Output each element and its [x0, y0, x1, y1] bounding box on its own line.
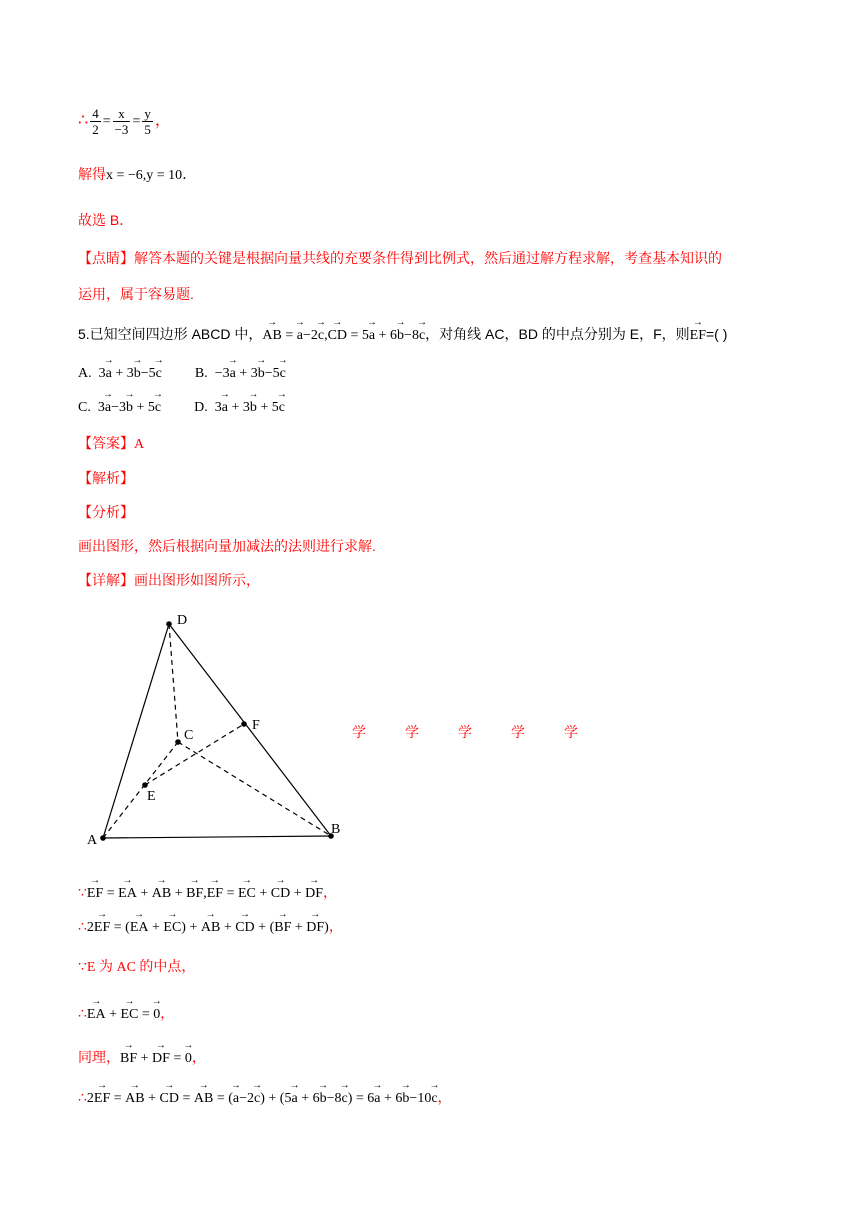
option-a[interactable]: A. 3→ a + 3→ b−5→ c [78, 366, 162, 381]
label-E: E [147, 789, 156, 804]
point-A [100, 835, 106, 841]
fraction-4-2: $\frac{4}{2}$ [92, 106, 99, 137]
step-6: ∴2→ EF = → AB + → CD = → AB = (→ a−2→ c) + (5→ a + 6→ b−8→ c) = 6→ a + 6→ b−10→ c， [78, 1087, 452, 1107]
comment-line-1: 【点睛】解答本题的关键是根据向量共线的充要条件得到比例式，然后通过解方程求解，考查基本知识的 [78, 250, 722, 266]
edge-DC [169, 624, 178, 742]
step-4: ∴→ EA + → EC = → 0， [78, 1003, 174, 1023]
proportion-equation: ∴ $\frac{4}{2}$ = $\frac{x}{-3}$ = $\frac{y}{5}$ ， [78, 106, 171, 137]
step-5: 同理，→ BF + → DF = → 0， [78, 1047, 206, 1067]
option-b[interactable]: B. −3→ a + 3→ b−5→ c [195, 366, 286, 381]
edge-AC [103, 742, 178, 838]
point-F [241, 721, 247, 727]
detail-line: 【详解】画出图形如图所示， [78, 572, 260, 588]
label-D: D [177, 613, 188, 628]
label-F: F [252, 718, 260, 733]
label-C: C [184, 728, 194, 743]
label-A: A [87, 833, 98, 848]
watermark-characters: 学 学 学 学 学 [352, 726, 578, 741]
point-E [142, 782, 148, 788]
step-3: ∵E 为 AC 的中点， [78, 960, 196, 975]
label-B: B [331, 822, 341, 837]
point-D [166, 621, 172, 627]
options-row-2 [78, 400, 285, 416]
answer-line: 【答案】A [78, 435, 145, 452]
therefore-symbol: ∴ [78, 112, 89, 130]
comment-line-2: 运用，属于容易题. [78, 286, 194, 302]
segment-EF [145, 724, 244, 785]
fenxi-text: 画出图形，然后根据向量加减法的法则进行求解. [78, 538, 376, 554]
analysis-label: 【解析】 [78, 470, 134, 486]
question-5: 5.已知空间四边形 ABCD 中，→ AB = → a−2→ c,→ CD = 5→ a + 6→ b−8→ c，对角线 AC，BD 的中点分别为 E，F，则→ EF=( ) [78, 324, 727, 344]
tetrahedron-diagram [80, 605, 360, 850]
step-2: ∴2→ EF = (→ EA + → EC) + → AB + → CD + (→ BF + → DF)， [78, 916, 343, 936]
point-C [175, 739, 181, 745]
options-row-1 [78, 366, 286, 382]
edge-CB [178, 742, 331, 836]
option-c[interactable]: C. 3→ a−3→ b + 5→ c [78, 400, 161, 415]
edge-AD [103, 624, 169, 838]
fraction-y-5: $\frac{y}{5}$ [144, 106, 151, 137]
step-1: ∵→ EF = → EA + → AB + → BF,→ EF = → EC + → CD + → DF， [78, 882, 337, 902]
option-d[interactable]: D. 3→ a + 3→ b + 5→ c [194, 400, 285, 415]
fenxi-label: 【分析】 [78, 504, 134, 520]
solution-line: 解得x = −6,y = 10． [78, 166, 197, 183]
edge-AB [103, 836, 331, 838]
fraction-x-neg3: $\frac{x}{-3}$ [114, 106, 129, 137]
choice-line: 故选 B． [78, 212, 134, 228]
